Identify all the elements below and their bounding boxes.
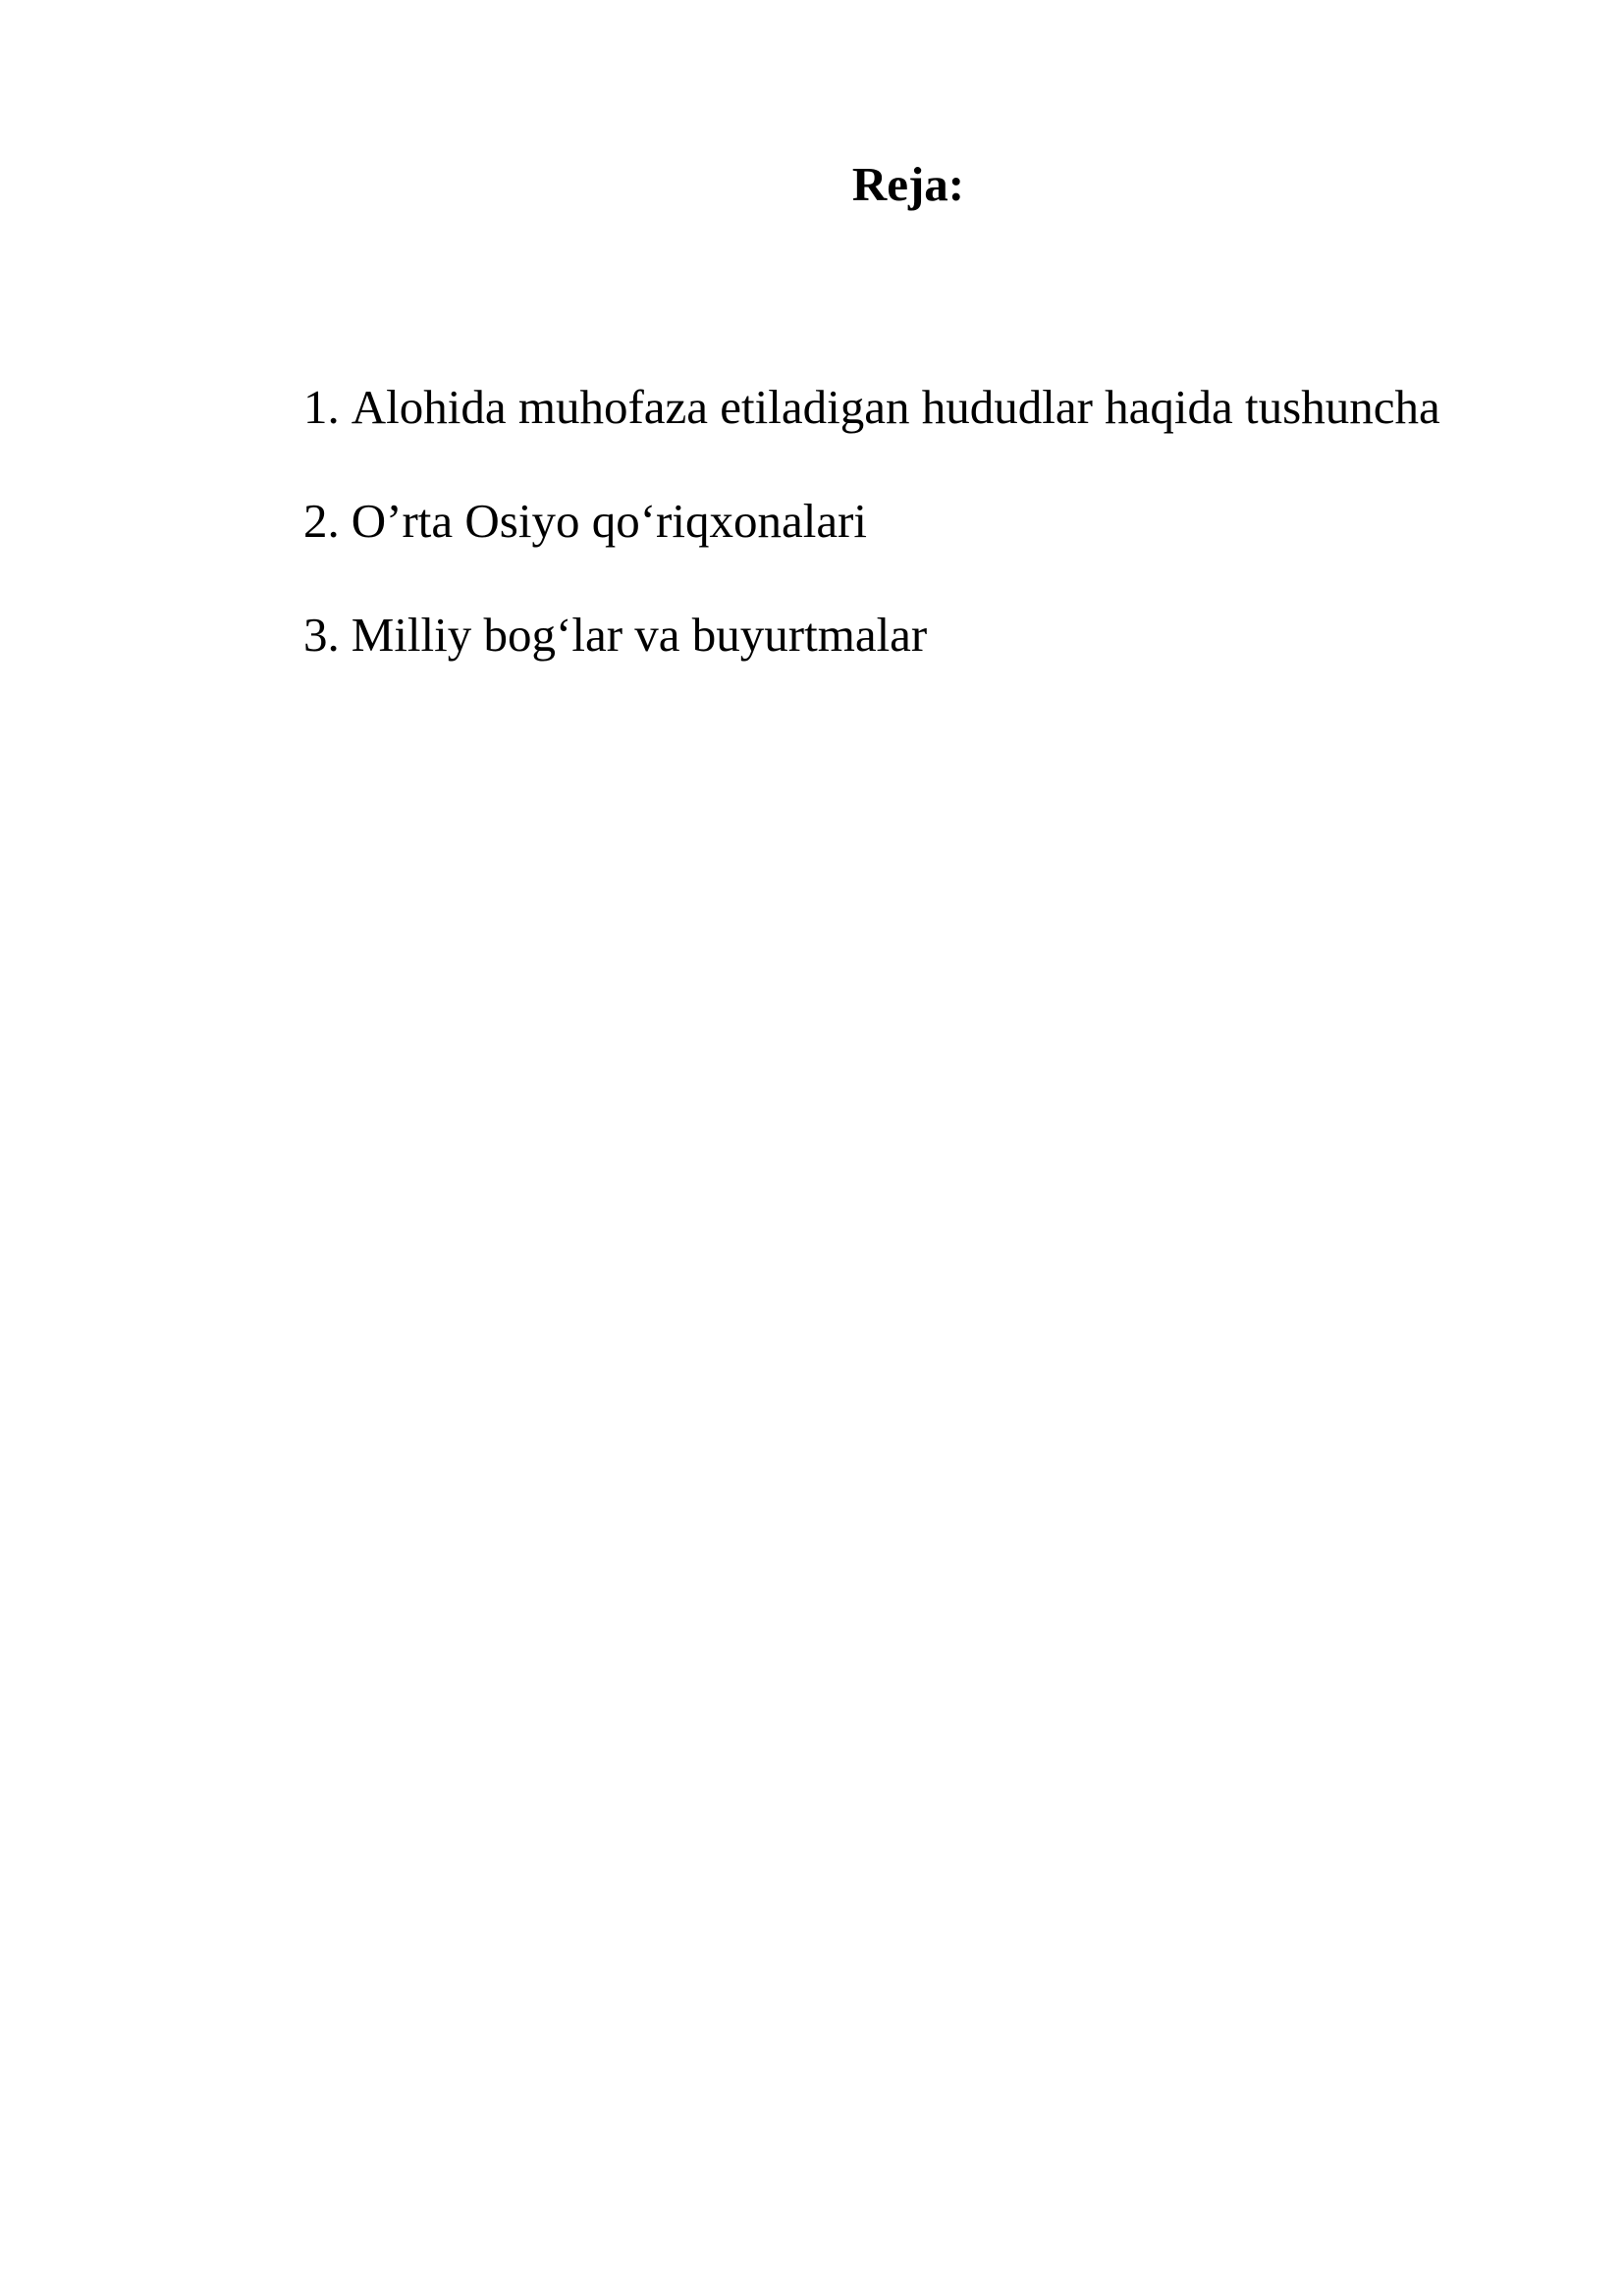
plan-list [303, 378, 1440, 665]
plan-item-1 [303, 378, 1440, 437]
page-title: Reja: [851, 157, 965, 211]
plan-item-3 [303, 606, 1440, 665]
plan-item-2 [303, 492, 1440, 551]
plan-item-number: 3. [303, 608, 340, 662]
plan-item-text: Alohida muhofaza etiladigan hududlar haqida tushuncha [351, 380, 1440, 434]
plan-item-number: 2. [303, 494, 340, 548]
plan-item-number: 1. [303, 380, 340, 434]
plan-item-text: Milliy bog‘lar va buyurtmalar [351, 608, 928, 662]
plan-item-text: O’rta Osiyo qo‘riqxonalari [351, 494, 867, 548]
